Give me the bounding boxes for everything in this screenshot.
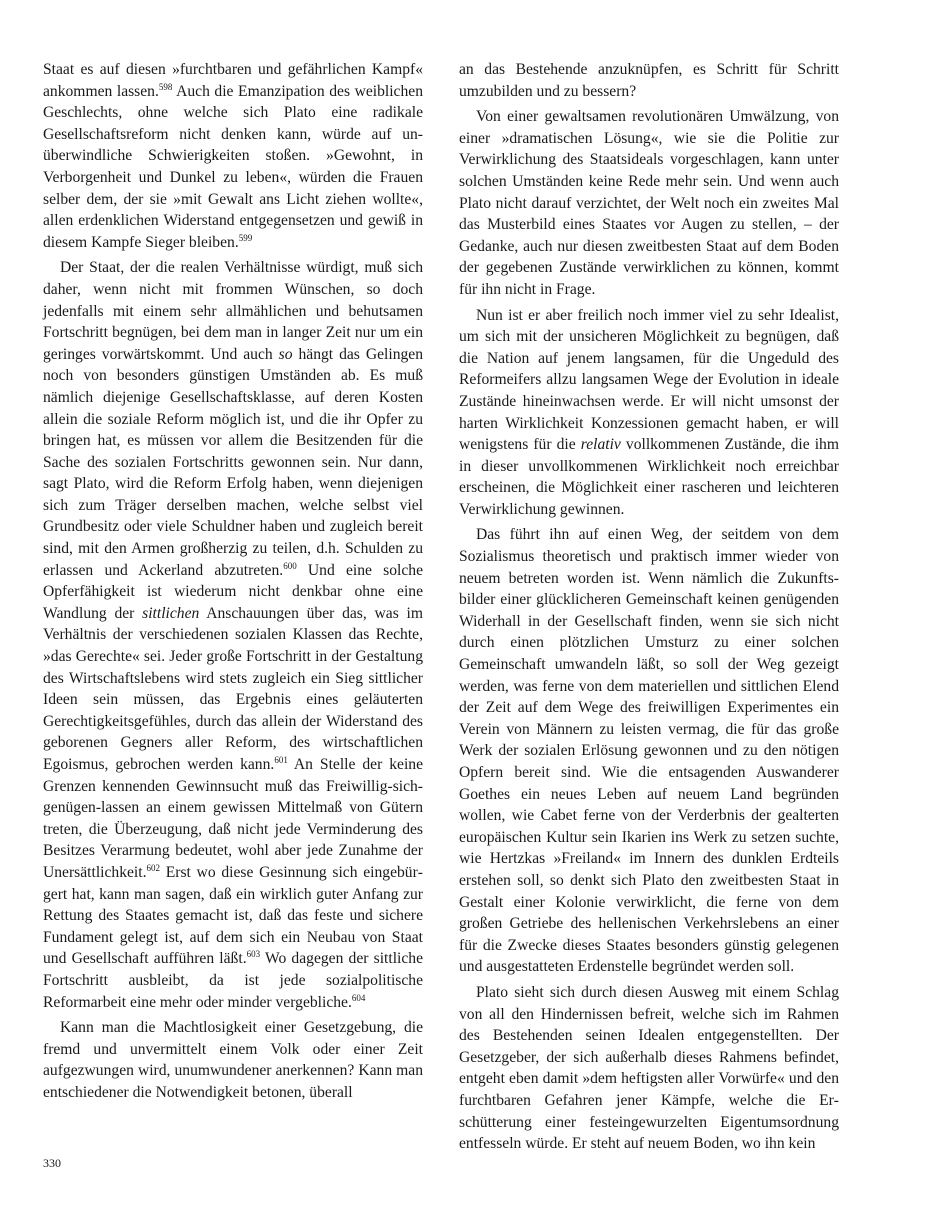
emphasis-text: relativ (580, 436, 621, 454)
text-run: Plato sieht sich durch diesen Ausweg mit einem Schlag von all den Hindernissen befreit, welche sich im Rahmen des Bestehenden seinen Idealen entgegenstellten. Der Gesetzgeber, der sich außerhalb dieses Rahmens befindet, entgeht eben damit »dem heftigsten aller Vorwürfe« und den furchtbaren Gefahren jener Kämpfe, welche die Erschütterung einer festeingewurzelten Eigentumsordnung entfesseln würde. Er steht auf neuem Boden, wo ihn kein (459, 983, 839, 1153)
left-column-paragraph (43, 59, 423, 253)
footnote-marker: 604 (351, 992, 366, 1003)
text-run: Von einer gewaltsamen revolutionären Umwälzung, von einer »dramatischen Lösung«, wie sie die Politie zur Verwirklichung des Staatsideals vorgeschlagen, kann unter solchen Umständen keine Rede mehr sein. Und wenn auch Plato nicht darauf verzichtet, der Welt noch ein zweites Mal das Musterbild eines Staates vor Augen zu stellen, – der Gedanke, auch nur diesen zweitbesten Staat auf dem Boden der gegebenen Zustände verwirklichen zu können, kommt für ihn nicht in Frage. (459, 108, 839, 298)
text-run: An Stelle der keine Grenzen kennenden Gewinnsucht muß das Freiwillig-sich-genügen-lassen an einem gewissen Mittelmaß von Gütern treten, die Überzeugung, daß nicht jede Verminderung des Besitzes Verarmung bedeutet, wohl aber jede Zunahme der Unersättlichkeit. (43, 756, 424, 881)
right-column-paragraph (459, 59, 839, 102)
text-run: Staat es auf diesen »furchtbaren und gefährlichen Kampf« ankommen lassen. (43, 61, 423, 100)
right-column-paragraph (459, 106, 839, 300)
footnote-marker: 603 (246, 949, 261, 960)
footnote-marker: 602 (146, 862, 160, 873)
text-run: Erst wo diese Gesinnung sich eingebürgert hat, kann man sagen, daß ein wirklich guter Anfang zur Rettung des Staates gemacht ist, daß das feste und sichere Fundament gelegt ist, auf dem sich ein Neubau von Staat und Gesellschaft aufführen läßt. (43, 863, 423, 968)
right-column-paragraph (459, 305, 839, 521)
left-column-paragraph (43, 257, 423, 1013)
left-column-paragraph (43, 1017, 423, 1103)
footnote-marker: 599 (238, 232, 253, 243)
footnote-marker: 598 (158, 81, 173, 92)
text-run: Das führt ihn auf einen Weg, der seitdem von dem Sozialismus theoretisch und praktisch immer wieder von neuem betreten worden ist. Wenn nämlich die Zukunftsbilder einer glücklicheren Gemeinschaft keinen genügenden Widerhall in der Gesellschaft finden, wenn sie sich nicht durch einen plötzlichen Umsturz zu einer solchen Gemeinschaft umwandeln läßt, so soll der Weg gezeigt werden, was ferne von dem materiellen und sittlichen Elend der Zeit auf dem Wege des freiwilligen Experimentes ein Verein von Männern zu leisten vermag, die für das große Werk der sozialen Erlösung gewonnen und zu den nötigen Opfern bereit sind. Wie die entsagenden Auswanderer Goethes ein neues Leben auf neuem Land begründen wollen, wie Cabet ferne von der Verderbnis der gealterten europäischen Kultur sein Ikarien ins Werk zu setzen suchte, wie Hertzkas »Freiland« im Innern des dunklen Erdteils erstehen soll, so denkt sich Plato den zweitbesten Staat in Gestalt einer Kolonie verwirklicht, die ferne von dem großen Getriebe des hellenischen Verkehrslebens an einer für die Zwecke dieses Staates besonders günstig gelegenen und ausgestatteten Erdenstelle begründet werden soll. (459, 526, 839, 976)
text-run: Kann man die Machtlosigkeit einer Gesetzgebung, die fremd und unvermittelt einem Volk oder einer Zeit aufgezwungen wird, unumwundener anerkennen? Kann man entschiedener die Notwendigkeit betonen, überall (43, 1019, 423, 1101)
text-run: hängt das Gelingen noch von besonders günstigen Umständen ab. Es muß nämlich diejenige Gesellschaftsklasse, auf deren Kosten allein die soziale Reform möglich ist, und die ihr Opfer zu bringen hat, es müssen vor allem die Besitzenden für die Sache des sozialen Fortschritts gewonnen sein. Nur dann, sagt Plato, wird die Reform Erfolg haben, wenn diejenigen sich zum Träger derselben machen, welche selbst viel Grundbesitz oder viele Schuldner haben und zugleich bereit sind, mit den Armen großherzig zu teilen, d.h. Schulden zu erlassen und Ackerland abzutreten. (43, 345, 424, 579)
emphasis-text: sittlichen (142, 604, 200, 622)
text-run: Auch die Emanzipation des weiblichen Geschlechts, ohne welche sich Plato eine radikale Gesellschaftsreform nicht denken kann, würde auf unüberwindliche Schwierigkeiten stoßen. »Gewohnt, in Verborgenheit und Dunkel zu leben«, würden die Frauen selber dem, der sie »mit Gewalt ans Licht ziehen wollte«, allen erdenklichen Widerstand entgegensetzen und gewiß in diesem Kampfe Sieger bleiben. (43, 82, 423, 251)
text-run: Wo dagegen der sittliche Fortschritt ausbleibt, da ist jede sozialpolitische Reformarbeit eine mehr oder minder vergebliche. (43, 950, 424, 1011)
right-column (459, 59, 839, 1155)
footnote-marker: 601 (274, 755, 288, 765)
right-column-paragraph (459, 982, 839, 1155)
right-column-paragraph (459, 524, 839, 977)
page-number: 330 (43, 1156, 61, 1170)
text-run: Der Staat, der die realen Verhältnisse würdigt, muß sich daher, wenn nicht mit frommen Wünschen, so doch jedenfalls mit einem sehr allmählichen und behutsamen Fortschritt begnügen, bei dem man in langer Zeit nur um ein geringes vorwärtskommt. Und auch (43, 259, 423, 363)
text-run: Anschauungen über das, was im Verhältnis der verschiedenen sozialen Klassen das Rechte, »das Gerechte« sei. Jeder große Fortschritt in der Gestaltung des Wirtschaftslebens wird stets zugleich ein Sieg sittlicher Ideen sein müssen, das Ergebnis eines geläuterten Gerechtigkeitsgefühles, durch das allein der Widerstand des geborenen Gegners aller Reform, des wirtschaftlichen Egoismus, gebrochen werden kann. (43, 604, 423, 773)
text-run: vollkommenen Zustände, die ihm in dieser unvollkommenen Wirklichkeit noch erreichbar erscheinen, die Möglichkeit einer rascheren und leichteren Verwirklichung gewinnen. (459, 436, 839, 518)
emphasis-text: so (278, 345, 293, 363)
text-run: an das Bestehende anzuknüpfen, es Schritt für Schritt umzubilden und zu bessern? (459, 61, 839, 100)
left-column (43, 59, 423, 1104)
text-run: Nun ist er aber freilich noch immer viel zu sehr Idealist, um sich mit der unsicheren Möglichkeit zu begnügen, daß die Nation auf jenem langsamen, für die Ungeduld des Reformeifers allzu langsamen Wege der Evolution in ideale Zustände hineinwachsen werde. Er will nicht umsonst der harten Wirklichkeit Konzessionen gemacht haben, er will wenigstens für die (459, 306, 839, 454)
text-run: Und eine solche Opferfähigkeit ist wiederum nicht denkbar ohne eine Wandlung der (43, 561, 423, 622)
footnote-marker: 600 (283, 560, 297, 571)
